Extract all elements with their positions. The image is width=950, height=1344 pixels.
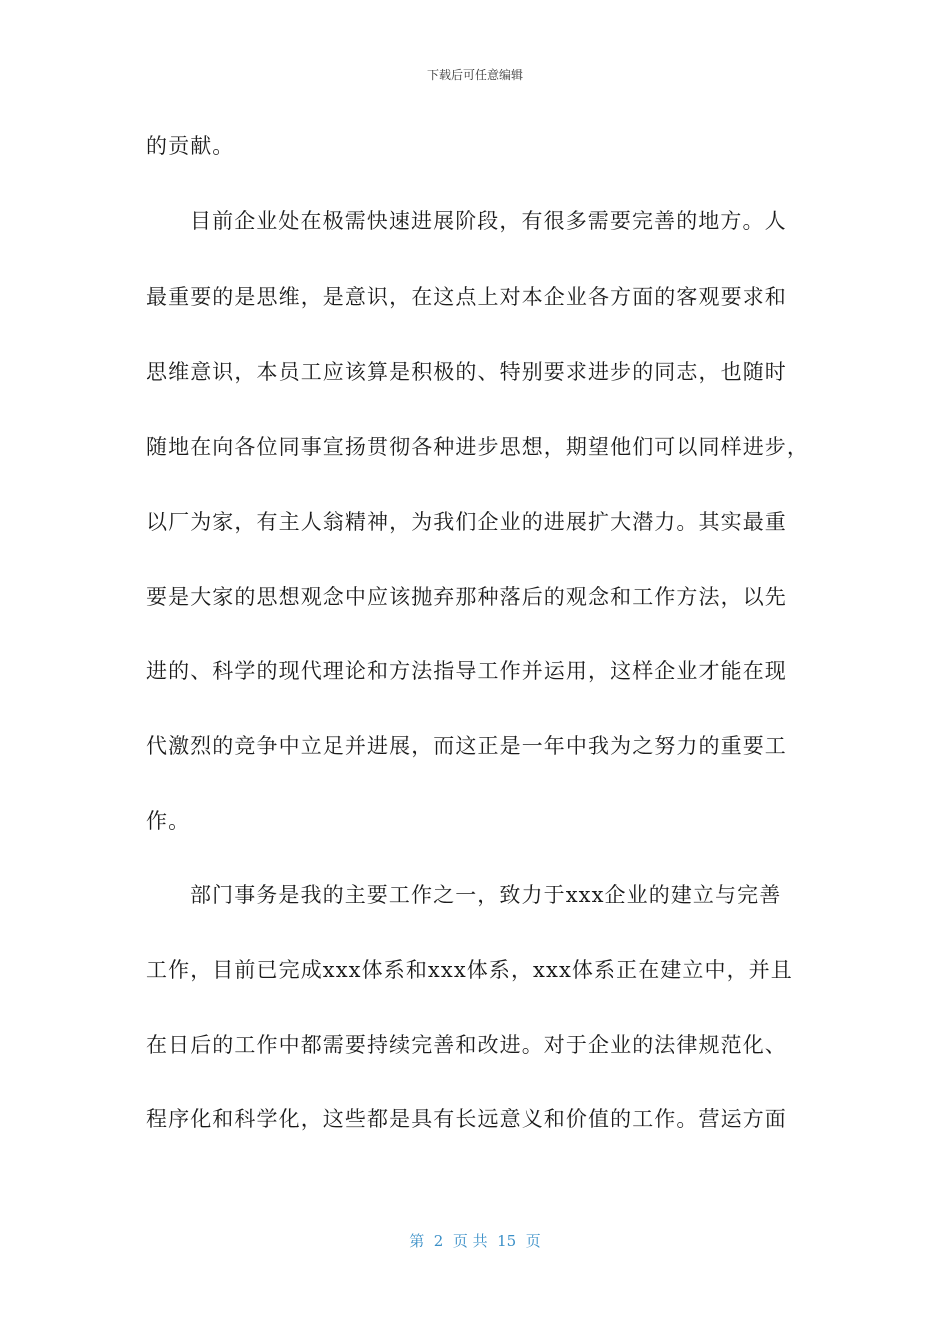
body-line: 作。 <box>146 809 191 833</box>
body-line: 程序化和科学化，这些都是具有长远意义和价值的工作。营运方面 <box>146 1107 787 1131</box>
body-line: 进的、科学的现代理论和方法指导工作并运用，这样企业才能在现 <box>146 659 787 683</box>
body-line: 的贡献。 <box>146 134 235 158</box>
body-line: 部门事务是我的主要工作之一，致力于xxx企业的建立与完善 <box>190 883 782 907</box>
body-line: 工作，目前已完成xxx体系和xxx体系，xxx体系正在建立中，并且 <box>146 958 793 982</box>
page-number-footer: 第 2 页 共 15 页 <box>409 1232 541 1250</box>
body-line: 代激烈的竞争中立足并进展，而这正是一年中我为之努力的重要工 <box>146 734 787 758</box>
body-line: 以厂为家，有主人翁精神，为我们企业的进展扩大潜力。其实最重 <box>146 510 787 534</box>
body-line: 随地在向各位同事宣扬贯彻各种进步思想，期望他们可以同样进步， <box>146 435 809 459</box>
body-line: 在日后的工作中都需要持续完善和改进。对于企业的法律规范化、 <box>146 1033 787 1057</box>
body-line: 要是大家的思想观念中应该抛弃那种落后的观念和工作方法，以先 <box>146 585 787 609</box>
page-header-note: 下载后可任意编辑 <box>426 68 523 82</box>
body-line: 目前企业处在极需快速进展阶段，有很多需要完善的地方。人 <box>190 209 787 233</box>
body-line: 思维意识，本员工应该算是积极的、特别要求进步的同志，也随时 <box>146 360 787 384</box>
body-line: 最重要的是思维，是意识，在这点上对本企业各方面的客观要求和 <box>146 285 787 309</box>
